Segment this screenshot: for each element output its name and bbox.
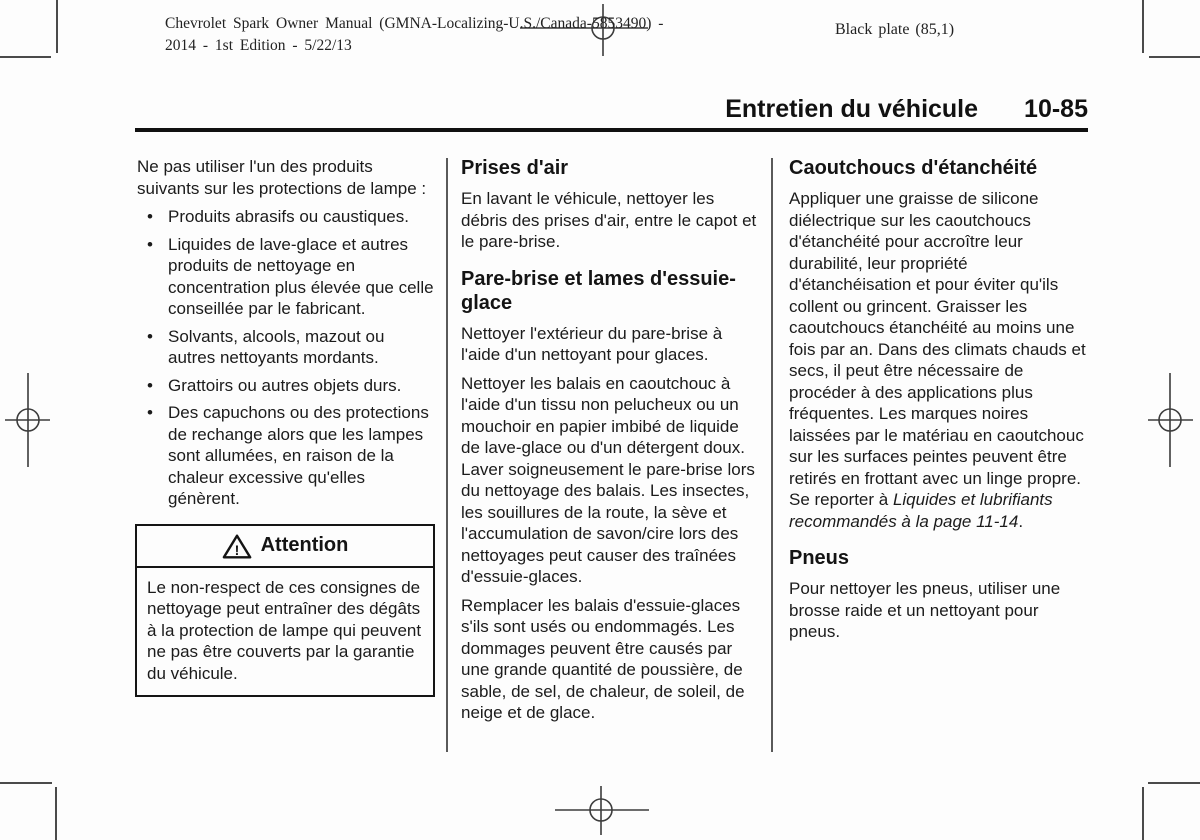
list-item (137, 375, 436, 397)
lamp-care-list (137, 206, 436, 510)
list-item (137, 234, 436, 320)
crop-mark-bottom-right-h (1148, 782, 1200, 784)
paragraph-text: . (1018, 511, 1024, 531)
column-divider-left (446, 158, 448, 752)
heading-air-intakes: Prises d'air (461, 157, 569, 179)
list-item (137, 402, 436, 510)
plate-note: Black plate (85,1) (835, 21, 955, 38)
registration-mark-left-icon (0, 368, 60, 473)
column-divider-right (771, 158, 773, 752)
list-item-text: Liquides de lave-glace et autres produits de nettoyage en concentration plus élevée que celle conseillée par le fabricant. (168, 234, 434, 318)
lamp-care-intro: Ne pas utiliser l'un des produits suivants sur les protections de lampe : (137, 157, 427, 198)
registration-mark-bottom-icon (550, 780, 655, 838)
attention-body: Le non-respect de ces consignes de nettoyage peut entraîner des dégâts à la protection de lampe qui peuvent ne pas être couverts par la garantie du véhicule. (147, 577, 422, 683)
heading-windshield-wipers: Pare-brise et lames d'essuie-glace (461, 267, 736, 314)
crop-mark-top-right-h (1149, 56, 1200, 58)
document-id-line2: 2014 - 1st Edition - 5/22/13 (165, 37, 352, 54)
attention-box-header (137, 526, 433, 568)
paragraph: En lavant le véhicule, nettoyer les débris des prises d'air, entre le capot et le pare-brise. (461, 189, 757, 251)
crop-mark-top-left-v (56, 0, 58, 53)
list-item (137, 206, 436, 228)
list-item-text: Solvants, alcools, mazout ou autres nettoyants mordants. (168, 326, 385, 367)
paragraph: Remplacer les balais d'essuie-glaces s'ils sont usés ou endommagés. Les dommages peuvent être causés par une grande quantité de poussière, de sable, de sel, de chaleur, de soleil, de neige et de glace. (461, 595, 745, 722)
heading-tires: Pneus (789, 547, 850, 569)
crop-mark-bottom-left-v (55, 787, 57, 840)
crop-mark-top-right-v (1142, 0, 1144, 53)
page-title: Entretien du véhicule (725, 95, 979, 123)
column-middle (461, 156, 757, 731)
paragraph: Nettoyer l'extérieur du pare-brise à l'aide d'un nettoyant pour glaces. (461, 323, 723, 364)
warning-triangle-icon (222, 533, 252, 560)
list-item-text: Grattoirs ou autres objets durs. (168, 375, 402, 395)
svg-text:!: ! (234, 541, 239, 558)
bullet-icon: • (147, 234, 153, 254)
bullet-icon: • (147, 326, 153, 346)
column-right (789, 156, 1088, 650)
column-left (137, 156, 436, 697)
document-id (165, 13, 663, 57)
list-item (137, 326, 436, 369)
bullet-icon: • (147, 403, 153, 422)
attention-title: Attention (260, 534, 349, 557)
bullet-icon: • (147, 375, 153, 395)
crop-mark-bottom-right-v (1142, 787, 1144, 840)
section-title-row (725, 95, 1088, 124)
cross-reference: Liquides et lubrifiants recommandés à la page 11-14 (789, 490, 1053, 531)
bullet-icon: • (147, 207, 153, 226)
title-rule (135, 128, 1088, 132)
paragraph: Nettoyer les balais en caoutchouc à l'aide d'un tissu non pelucheux ou un mouchoir en papier imbibé de liquide de lave-glace ou d'un détergent doux. Laver soigneusement le pare-brise lors du nettoyage des balais. Les insectes, les souillures de la route, la sève et l'accumulation de savon/cire lors des nettoyages peut causer des traînées d'essuie-glaces. (461, 373, 755, 586)
page-number: 10-85 (1024, 95, 1088, 123)
paragraph-text: Appliquer une graisse de silicone diélectrique sur les caoutchoucs d'étanchéité pour accroître leur durabilité, leur propriété d'étanchéisation et pour éviter qu'ils collent ou grincent. Graisser les caoutchoucs étanchéité au moins une fois par an. Dans des climats chauds et secs, il peut être nécessaire de procéder à des applications plus fréquentes. Les marques noires laissées par le matériau en caoutchouc sur les surfaces peintes peuvent être retirés en frottant avec un linge propre. Se reporter à (789, 189, 1086, 509)
attention-box (135, 524, 435, 698)
heading-weatherstrips: Caoutchoucs d'étanchéité (789, 157, 1038, 179)
crop-mark-top-left-h (0, 56, 51, 58)
paragraph (789, 188, 1088, 532)
registration-mark-right-icon (1140, 368, 1200, 473)
crop-mark-bottom-left-h (0, 782, 52, 784)
list-item-text: Des capuchons ou des protections de rechange alors que les lampes sont allumées, en raison de la chaleur excessive qu'elles génèrent. (168, 403, 429, 508)
paragraph: Pour nettoyer les pneus, utiliser une brosse raide et un nettoyant pour pneus. (789, 579, 1061, 641)
list-item-text: Produits abrasifs ou caustiques. (168, 207, 409, 226)
document-id-line1: Chevrolet Spark Owner Manual (GMNA-Localizing-U.S./Canada-5853490) - (165, 15, 664, 32)
